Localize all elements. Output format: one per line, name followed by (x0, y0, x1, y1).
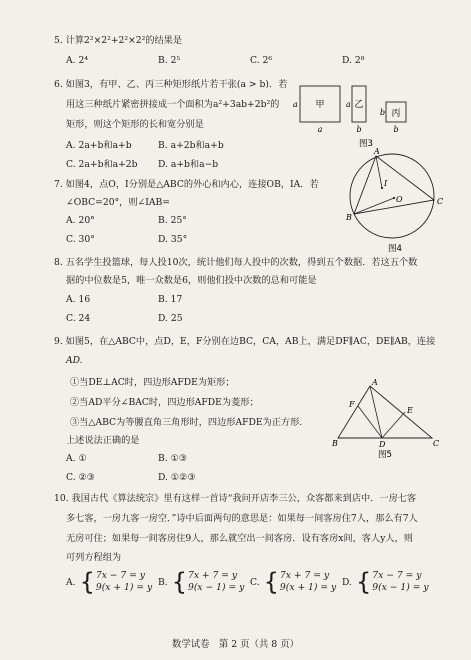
q5-stem: 5. 计算2²×2²+2²×2²的结果是 (54, 35, 183, 46)
q10-option-d (342, 570, 429, 594)
q6-option-c: C. 2a+b和a+2b (66, 159, 138, 170)
q5-option-d: D. 2⁸ (342, 55, 365, 66)
q6-option-a: A. 2a+b和a+b (66, 140, 132, 151)
q9-line3: 上述说法正确的是 (66, 435, 140, 446)
q6-option-b: B. a+2b和a+b (158, 140, 224, 151)
q7-line1: 7. 如图4，点O，I分别是△ABC的外心和内心，连接OB，IA．若 (54, 179, 319, 190)
fig5-point-c: C (433, 439, 440, 448)
fig3-dim-a-left: a (293, 100, 298, 109)
fig4-point-b: B (346, 213, 352, 222)
q9-option-d: D. ①②③ (158, 472, 196, 483)
q10-option-a-eq1: 7x − 7 = y (95, 570, 145, 581)
page-footer: 数学试卷 第 2 页（共 8 页） (172, 639, 299, 650)
q10-option-b-eq2: 9(x − 1) = y (187, 582, 245, 593)
figure-4 (338, 148, 448, 256)
q8-option-c: C. 24 (66, 313, 91, 324)
q10-option-b-label: B. (158, 576, 168, 588)
q10-line2: 多七客，一房九客一房空．”诗中后面两句的意思是：如果每一间客房住7人，那么有7人 (66, 513, 418, 524)
q9-line2: AD. (66, 355, 83, 366)
q8-option-d: D. 25 (158, 313, 183, 324)
q8-line1: 8. 五名学生投篮球，每人投10次，统计他们每人投中的次数，得到五个数据．若这五个数 (54, 257, 418, 268)
q6-line2: 用这三种纸片紧密拼接成一个面积为a²+3ab+2b²的 (66, 99, 280, 110)
figure-3 (290, 80, 420, 150)
fig5-point-e: E (407, 406, 413, 415)
q9-option-a: A. ① (66, 453, 87, 464)
q10-line4: 可列方程组为 (66, 552, 122, 563)
q7-line2: ∠OBC=20°，则∠IAB= (66, 197, 170, 208)
q5-option-b: B. 2⁵ (158, 55, 181, 66)
q9-option-b: B. ①③ (158, 453, 188, 464)
q10-option-a (66, 570, 152, 594)
fig3-dim-b-bottom: b (393, 125, 399, 134)
q9-statement-1: ①当DE⊥AC时，四边形AFDE为矩形； (70, 377, 235, 388)
q7-option-d: D. 35° (158, 234, 188, 245)
fig5-point-d: D (379, 440, 386, 449)
q7-option-c: C. 30° (66, 234, 95, 245)
q10-option-c-label: C. (250, 576, 260, 588)
fig4-caption: 图4 (388, 244, 402, 254)
q10-option-b-eq1: 7x + 7 = y (187, 570, 238, 581)
q10-option-d-eq1: 7x − 7 = y (372, 570, 422, 581)
q9-option-c: C. ②③ (66, 472, 96, 483)
fig5-point-a: A (372, 378, 378, 387)
brace-icon: { (171, 568, 187, 596)
fig4-point-o: O (396, 195, 403, 204)
fig5-point-f: F (349, 400, 355, 409)
fig3-label-bing: 丙 (391, 109, 401, 119)
fig3-label-jia: 甲 (315, 100, 325, 110)
q10-option-a-label: A. (66, 576, 76, 588)
q7-option-a: A. 20° (66, 215, 95, 226)
q10-option-d-label: D. (342, 576, 352, 588)
q8-line2: 据的中位数是5，唯一众数是6，则他们投中次数的总和可能是 (66, 275, 317, 286)
q9-statement-2: ②当AD平分∠BAC时，四边形AFDE为菱形； (70, 397, 259, 408)
q10-line3: 无房可住；如果每一间客房住9人，那么就空出一间客房．设有客房x间，客人y人，则 (66, 533, 413, 544)
q10-option-d-eq2: 9(x − 1) = y (372, 582, 429, 593)
q6-option-d: D. a+b和a−b (158, 159, 219, 170)
figure-5 (330, 380, 460, 460)
brace-icon: { (79, 568, 95, 596)
q5-option-c: C. 2⁶ (250, 55, 273, 66)
q9-line1: 9. 如图5，在△ABC中，点D，E，F分别在边BC，CA，AB上，满足DF∥AC，DE∥AB，连接 (54, 336, 436, 347)
q5-option-a: A. 2⁴ (66, 55, 89, 66)
fig3-dim-a-bottom: a (317, 125, 323, 134)
brace-icon: { (355, 568, 372, 596)
fig3-dim-b-left: b (380, 108, 386, 117)
fig5-caption: 图5 (378, 450, 392, 460)
q10-option-c-eq2: 9(x + 1) = y (279, 582, 337, 593)
q10-option-c-eq1: 7x + 7 = y (279, 570, 330, 581)
fig4-point-c: C (437, 197, 444, 206)
fig3-caption: 图3 (359, 139, 373, 149)
q8-option-b: B. 17 (158, 294, 183, 305)
q8-option-a: A. 16 (66, 294, 91, 305)
fig4-point-i: I (384, 179, 388, 188)
fig3-dim-a-yi: a (346, 100, 351, 109)
fig4-point-a: A (374, 147, 380, 156)
q10-option-b (158, 570, 244, 594)
q10-option-c (250, 570, 336, 594)
q6-line1: 6. 如图3，有甲、乙、丙三种矩形纸片若干张(a > b)．若 (54, 79, 288, 90)
q6-line3: 矩形，则这个矩形的长和宽分别是 (66, 119, 204, 130)
brace-icon: { (263, 568, 279, 596)
q7-option-b: B. 25° (158, 215, 187, 226)
q9-statement-3: ③当△ABC为等腰直角三角形时，四边形AFDE为正方形. (70, 417, 303, 428)
q10-line1: 10. 我国古代《算法统宗》里有这样一首诗“我问开店李三公，众客都来到店中．一房七客 (54, 493, 417, 504)
fig3-label-yi: 乙 (354, 100, 364, 110)
fig3-dim-b-yi: b (356, 125, 362, 134)
fig5-point-b: B (332, 439, 338, 448)
q10-option-a-eq2: 9(x + 1) = y (95, 582, 153, 593)
